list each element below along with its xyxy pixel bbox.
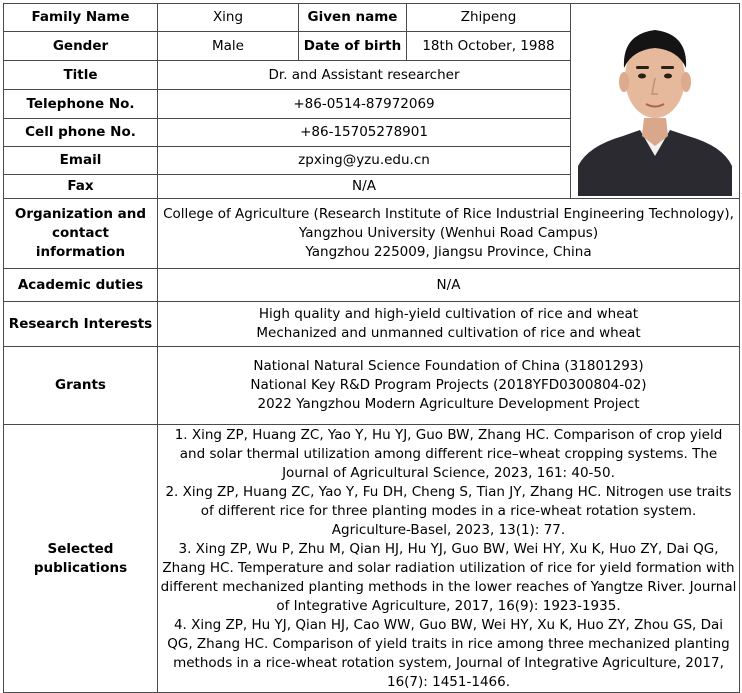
publication-item: 4. Xing ZP, Hu YJ, Qian HJ, Cao WW, Guo BW, Wei HY, Xu K, Huo ZY, Zhou GS, Dai QG, Zhang HC. Comparison of yield traits in rice among three mechanized planting methods in a rice-wheat rotation system, Journal of Integrative Agriculture, 2017, 16(7): 1451-1466. bbox=[167, 616, 730, 690]
telephone-value: +86-0514-87972069 bbox=[158, 90, 571, 119]
gender-value: Male bbox=[158, 32, 299, 61]
cell-phone-label: Cell phone No. bbox=[4, 119, 158, 147]
organization-line: Yangzhou 225009, Jiangsu Province, China bbox=[305, 244, 592, 260]
organization-value bbox=[158, 199, 740, 269]
research-interests-value bbox=[158, 302, 740, 347]
grant-line: National Natural Science Foundation of China (31801293) bbox=[253, 358, 644, 374]
publication-item: 1. Xing ZP, Huang ZC, Yao Y, Hu YJ, Guo BW, Zhang HC. Comparison of crop yield and solar thermal utilization among different rice–wheat cropping systems. The Journal of Agricultural Science, 2023, 161: 40-50. bbox=[174, 426, 723, 481]
row-organization bbox=[4, 199, 740, 269]
portrait-image bbox=[578, 6, 732, 196]
portrait-photo bbox=[578, 6, 732, 196]
cell-phone-value: +86-15705278901 bbox=[158, 119, 571, 147]
organization-line: College of Agriculture (Research Institute of Rice Industrial Engineering Technology), bbox=[163, 206, 734, 222]
fax-value: N/A bbox=[158, 175, 571, 199]
grant-line: 2022 Yangzhou Modern Agriculture Development Project bbox=[257, 396, 640, 412]
organization-line: Yangzhou University (Wenhui Road Campus) bbox=[298, 225, 599, 241]
academic-duties-label: Academic duties bbox=[4, 269, 158, 302]
research-interests-label: Research Interests bbox=[4, 302, 158, 347]
dob-label: Date of birth bbox=[299, 32, 407, 61]
organization-label-line-1: Organization and bbox=[14, 206, 147, 222]
publication-item: 3. Xing ZP, Wu P, Zhu M, Qian HJ, Hu YJ, Guo BW, Wei HY, Xu K, Huo ZY, Dai QG, Zhang HC. Temperature and solar radiation utilization of rice for yield formation with different mechanized planting methods in the lower reaches of Yangtze River. Journal of Integrative Agriculture, 2017, 16(9): 1923-1935. bbox=[160, 540, 737, 614]
organization-label bbox=[4, 199, 158, 269]
dob-value: 18th October, 1988 bbox=[407, 32, 571, 61]
research-interest-line: High quality and high-yield cultivation of rice and wheat bbox=[258, 306, 639, 322]
given-name-label: Given name bbox=[299, 4, 407, 32]
academic-duties-value: N/A bbox=[158, 269, 740, 302]
email-value: zpxing@yzu.edu.cn bbox=[158, 147, 571, 175]
given-name-value: Zhipeng bbox=[407, 4, 571, 32]
publications-value bbox=[158, 425, 740, 693]
fax-label: Fax bbox=[4, 175, 158, 199]
research-interest-line: Mechanized and unmanned cultivation of rice and wheat bbox=[256, 325, 641, 341]
email-label: Email bbox=[4, 147, 158, 175]
title-label: Title bbox=[4, 61, 158, 90]
gender-label: Gender bbox=[4, 32, 158, 61]
publication-item: 2. Xing ZP, Huang ZC, Yao Y, Fu DH, Cheng S, Tian JY, Zhang HC. Nitrogen use traits of different rice for three planting modes in a rice-wheat rotation system. Agriculture-Basel, 2023, 13(1): 77. bbox=[165, 483, 732, 538]
family-name-value: Xing bbox=[158, 4, 299, 32]
row-publications bbox=[4, 425, 740, 693]
grants-label: Grants bbox=[4, 347, 158, 425]
grants-value bbox=[158, 347, 740, 425]
organization-label-line-2: contact information bbox=[35, 225, 126, 260]
row-grants bbox=[4, 347, 740, 425]
photo-cell bbox=[571, 4, 740, 199]
row-family-name bbox=[4, 4, 740, 32]
title-value: Dr. and Assistant researcher bbox=[158, 61, 571, 90]
telephone-label: Telephone No. bbox=[4, 90, 158, 119]
publications-label: Selected publications bbox=[4, 425, 158, 693]
row-research-interests bbox=[4, 302, 740, 347]
family-name-label: Family Name bbox=[4, 4, 158, 32]
grant-line: National Key R&D Program Projects (2018YFD0300804-02) bbox=[250, 377, 647, 393]
profile-table bbox=[3, 3, 740, 693]
row-academic-duties bbox=[4, 269, 740, 302]
